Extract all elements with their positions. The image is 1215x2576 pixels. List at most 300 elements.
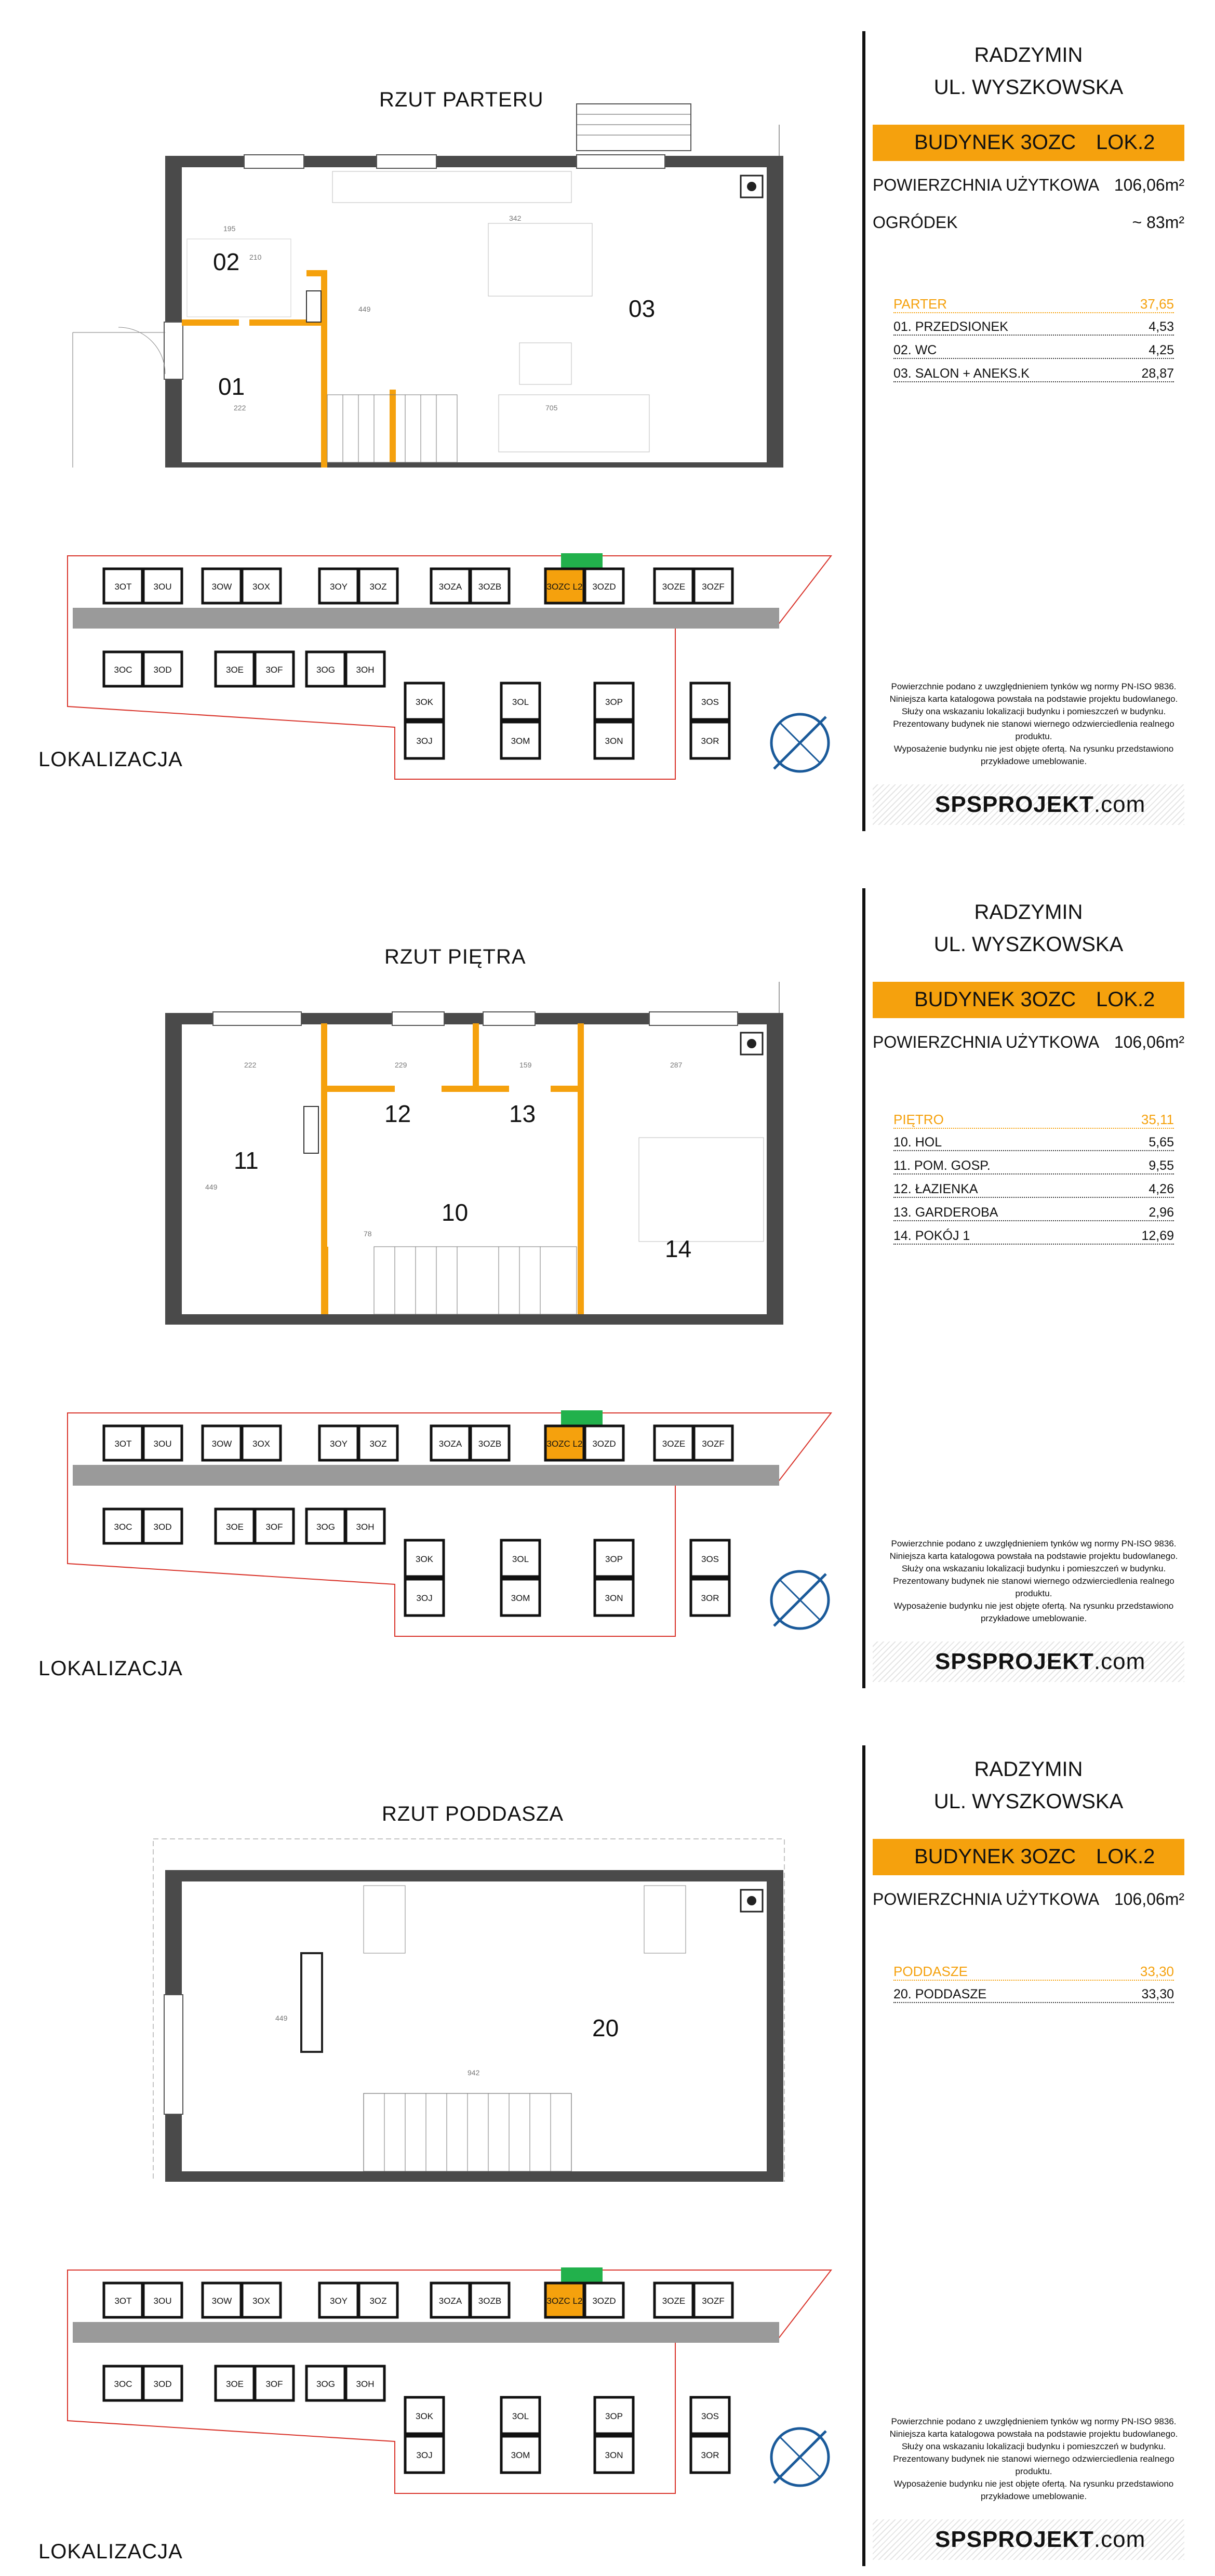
room-label: 10 [442, 1199, 469, 1226]
svg-text:449: 449 [205, 1183, 218, 1191]
unit-label: 3OP [605, 1554, 623, 1564]
unit-label: 3OF [265, 1522, 283, 1532]
unit-3os [691, 1540, 729, 1577]
unit-label: 3OZD [592, 1439, 616, 1449]
room-name: 13. GARDEROBA [893, 1205, 998, 1220]
unit-label: 3OY [329, 582, 348, 592]
floor-value: 35,11 [1141, 1112, 1174, 1127]
unit-label: 3OY [329, 2296, 348, 2306]
unit-label: 3OC [114, 2379, 132, 2389]
disclaimer-line: Służy ona wskazaniu lokalizacji budynku i pomieszczeń w budynku. [901, 2441, 1166, 2451]
garden-label: OGRÓDEK [873, 213, 958, 232]
unit-3or [691, 722, 729, 758]
unit-label: 3OF [265, 665, 283, 675]
road [73, 1465, 779, 1486]
unit-label: 3OE [225, 2379, 244, 2389]
svg-text:195: 195 [223, 224, 236, 233]
unit-label: 3OX [252, 2296, 271, 2306]
svg-text:449: 449 [358, 305, 371, 313]
svg-text:342: 342 [509, 214, 522, 222]
unit-label: 3OL [512, 2411, 529, 2421]
disclaimer-line: Wyposażenie budynku nie jest objęte ofertą. Na rysunku przedstawiono [893, 1601, 1174, 1611]
room-row [893, 1205, 1174, 1221]
logo-domain: .com [1093, 1649, 1146, 1674]
unit-label: 3OJ [416, 1593, 433, 1603]
unit-label: 3OZA [438, 2296, 462, 2306]
building-name: BUDYNEK 3OZC [914, 1845, 1076, 1868]
unit-label: 3ON [605, 1593, 623, 1603]
unit-label: 3OW [211, 2296, 232, 2306]
unit-label: 3OL [512, 1554, 529, 1564]
usable-area-label: POWIERZCHNIA UŻYTKOWA [873, 1033, 1100, 1051]
unit-3ok [405, 2397, 444, 2434]
unit-label: 3OC [114, 1522, 132, 1532]
unit-3od [143, 1509, 182, 1543]
disclaimer-line: Powierzchnie podano z uwzględnieniem tynków wg normy PN-ISO 9836. [891, 1539, 1177, 1549]
unit-label: 3OU [153, 2296, 172, 2306]
unit-label: 3OZF [702, 2296, 725, 2306]
city: RADZYMIN [974, 1758, 1083, 1781]
logo-domain: .com [1093, 792, 1146, 817]
compass-icon [771, 1571, 829, 1629]
floor-total-row [893, 1964, 1174, 1981]
unit-3oza [431, 1426, 470, 1460]
svg-text:942: 942 [468, 2068, 480, 2077]
unit-label: 3OZF [702, 1439, 725, 1449]
usable-area-value: 106,06m² [1114, 1033, 1184, 1051]
unit-3oe [216, 1509, 254, 1543]
room-label: 02 [213, 248, 240, 275]
room-area: 4,25 [1149, 343, 1174, 357]
unit-3od [143, 652, 182, 686]
unit-3ol [501, 683, 540, 719]
unit-3om [501, 2436, 540, 2473]
unit-label: 3OR [701, 736, 719, 746]
room-row [893, 1229, 1174, 1245]
room-label: 14 [665, 1235, 692, 1262]
unit-3or [691, 1579, 729, 1616]
plan-title: RZUT PARTERU [379, 88, 544, 111]
unit-label: 3OH [356, 665, 375, 675]
unit-label: 3OR [701, 1593, 719, 1603]
unit-3ozf [694, 1426, 732, 1460]
site-map [62, 1408, 852, 1647]
unit-3ox [242, 2283, 281, 2317]
disclaimer-line: Służy ona wskazaniu lokalizacji budynku i pomieszczeń w budynku. [901, 706, 1166, 716]
unit-3oe [216, 652, 254, 686]
svg-text:210: 210 [249, 253, 262, 261]
room-area: 28,87 [1141, 366, 1174, 381]
unit-3oz [359, 569, 397, 603]
unit-label: 3OD [153, 1522, 172, 1532]
unit-label: 3OH [356, 1522, 375, 1532]
unit-label: 3OF [265, 2379, 283, 2389]
unit-label: 3OT [114, 582, 132, 592]
room-row [893, 343, 1174, 359]
unit-label: 3ON [605, 736, 623, 746]
unit-3oc [104, 2366, 142, 2400]
unit-label: 3OM [511, 736, 530, 746]
room-row [893, 1182, 1174, 1198]
svg-text:222: 222 [234, 404, 246, 412]
unit-3oj [405, 722, 444, 758]
room-name: 11. POM. GOSP. [893, 1158, 991, 1173]
disclaimer-line: Niniejsza karta katalogowa powstała na podstawie projektu budowlanego. [889, 1551, 1178, 1561]
sheet-attic [0, 1714, 1215, 2571]
room-area: 9,55 [1149, 1158, 1174, 1173]
logo-box [873, 784, 1184, 825]
unit-3op [595, 2397, 633, 2434]
unit-label: 3OJ [416, 2450, 433, 2460]
unit-3of [255, 652, 293, 686]
unit-3or [691, 2436, 729, 2473]
unit-3oza [431, 2283, 470, 2317]
unit-3op [595, 1540, 633, 1577]
divider [862, 31, 865, 831]
building-bar [873, 1839, 1184, 1875]
company-logo [935, 1649, 1145, 1675]
unit-label: 3OZF [702, 582, 725, 592]
disclaimer-line: Wyposażenie budynku nie jest objęte ofertą. Na rysunku przedstawiono [893, 744, 1174, 754]
unit-label: 3OU [153, 582, 172, 592]
room-label: 20 [592, 2014, 619, 2041]
unit-3ot [104, 1426, 142, 1460]
unit-3ozb [471, 2283, 509, 2317]
unit-label: 3OZA [438, 582, 462, 592]
room-label: 03 [629, 295, 656, 322]
usable-area-label: POWIERZCHNIA UŻYTKOWA [873, 176, 1100, 194]
divider [862, 888, 865, 1688]
disclaimer-line: Niniejsza karta katalogowa powstała na podstawie projektu budowlanego. [889, 2429, 1178, 2439]
room-name: 20. PODDASZE [893, 1987, 987, 2001]
unit-label: 3OZ [369, 582, 387, 592]
unit-label: 3OM [511, 1593, 530, 1603]
unit-3oj [405, 2436, 444, 2473]
unit-3om [501, 722, 540, 758]
unit-3ot [104, 569, 142, 603]
unit-label: 3OJ [416, 736, 433, 746]
unit-label: 3OS [701, 697, 719, 707]
unit-3oz [359, 2283, 397, 2317]
unit-3ozd [585, 1426, 623, 1460]
room-name: 03. SALON + ANEKS.K [893, 366, 1030, 381]
garden-row [873, 213, 1184, 232]
unit-3op [595, 683, 633, 719]
unit-label: 3OD [153, 2379, 172, 2389]
usable-area-value: 106,06m² [1114, 1890, 1184, 1908]
usable-area-label: POWIERZCHNIA UŻYTKOWA [873, 1890, 1100, 1908]
unit-3on [595, 722, 633, 758]
disclaimer-line: Służy ona wskazaniu lokalizacji budynku i pomieszczeń w budynku. [901, 1564, 1166, 1573]
unit-3ol [501, 1540, 540, 1577]
logo-main: SPSPROJEKT [935, 792, 1094, 817]
unit-3of [255, 2366, 293, 2400]
street: UL. WYSZKOWSKA [933, 76, 1124, 99]
unit-label: 3OE [225, 1522, 244, 1532]
street: UL. WYSZKOWSKA [933, 933, 1124, 956]
compass-icon [771, 714, 829, 771]
highlight-green [561, 1410, 603, 1426]
unit-label: 3OZA [438, 1439, 462, 1449]
floor-label: PIĘTRO [893, 1112, 944, 1127]
unit-3oza [431, 569, 470, 603]
unit-label: 3OG [316, 1522, 335, 1532]
room-row [893, 1987, 1174, 2003]
floor-total-row [893, 296, 1174, 313]
unit-label: 3OT [114, 2296, 132, 2306]
unit-3og [306, 652, 345, 686]
road [73, 608, 779, 629]
unit-3ozd [585, 569, 623, 603]
room-area: 2,96 [1149, 1205, 1174, 1220]
unit-label: 3OR [701, 2450, 719, 2460]
unit-3ox [242, 569, 281, 603]
unit-label: 3OZE [662, 1439, 686, 1449]
unit-3oze [655, 2283, 693, 2317]
city: RADZYMIN [974, 44, 1083, 66]
unit-3ol [501, 2397, 540, 2434]
unit-label: 3OZB [478, 2296, 502, 2306]
unit-label: 3OG [316, 2379, 335, 2389]
unit-label: 3OZD [592, 582, 616, 592]
unit-3oy [319, 1426, 358, 1460]
unit-3ow [203, 1426, 241, 1460]
unit-3ozb [471, 569, 509, 603]
unit-label: 3OM [511, 2450, 530, 2460]
unit-3on [595, 1579, 633, 1616]
highlight-green [561, 553, 603, 569]
disclaimer-line: przykładowe umeblowanie. [980, 2491, 1087, 2501]
unit-3ok [405, 683, 444, 719]
location-label: LOKALIZACJA [38, 2540, 183, 2563]
compass-icon [771, 2428, 829, 2486]
unit-label: 3OY [329, 1439, 348, 1449]
unit-3oc [104, 652, 142, 686]
unit-3ot [104, 2283, 142, 2317]
room-label: 11 [234, 1147, 259, 1174]
usable-area-value: 106,06m² [1114, 176, 1184, 194]
svg-text:287: 287 [670, 1061, 683, 1069]
room-name: 14. POKÓJ 1 [893, 1229, 970, 1243]
disclaimer [883, 1538, 1184, 1625]
unit-3oj [405, 1579, 444, 1616]
divider [862, 1745, 865, 2566]
unit-3od [143, 2366, 182, 2400]
room-area: 4,26 [1149, 1182, 1174, 1196]
logo-main: SPSPROJEKT [935, 1649, 1094, 1674]
svg-text:159: 159 [519, 1061, 532, 1069]
unit-3oh [346, 2366, 384, 2400]
unit-label: 3OK [415, 697, 434, 707]
sheet-ground-floor [0, 0, 1215, 857]
unit-3ozf [694, 2283, 732, 2317]
floor-value: 33,30 [1140, 1964, 1174, 1979]
unit-label: 3OT [114, 1439, 132, 1449]
disclaimer-line: Powierzchnie podano z uwzględnieniem tynków wg normy PN-ISO 9836. [891, 682, 1177, 691]
room-name: 01. PRZEDSIONEK [893, 319, 1008, 334]
building-bar [873, 125, 1184, 161]
room-label: 01 [218, 373, 245, 400]
unit-3og [306, 2366, 345, 2400]
usable-area-row [873, 1033, 1184, 1052]
unit-label: 3OU [153, 1439, 172, 1449]
unit-label: 3OG [316, 665, 335, 675]
floor-total-row [893, 1112, 1174, 1129]
road [73, 2322, 779, 2343]
unit-label: 3OZB [478, 1439, 502, 1449]
plan-title: RZUT PODDASZA [382, 1803, 564, 1825]
highlight-green [561, 2267, 603, 2283]
unit-3oze [655, 569, 693, 603]
location-label: LOKALIZACJA [38, 748, 183, 771]
room-area: 5,65 [1149, 1135, 1174, 1150]
svg-text:229: 229 [395, 1061, 407, 1069]
usable-area-row [873, 1890, 1184, 1909]
unit-3ozc-l2 [545, 569, 584, 603]
unit-3os [691, 2397, 729, 2434]
unit-label: 3OZC L2 [546, 2296, 583, 2306]
floor-value: 37,65 [1140, 296, 1174, 312]
unit-label: 3OZC L2 [546, 582, 583, 592]
unit-label: 3OZE [662, 2296, 686, 2306]
unit-label: 3OZE [662, 582, 686, 592]
room-area: 4,53 [1149, 319, 1174, 334]
unit-name: LOK.2 [1096, 988, 1155, 1011]
unit-label: 3OD [153, 665, 172, 675]
disclaimer-line: Prezentowany budynek nie stanowi wiernego odzwierciedlenia realnego produktu. [893, 1576, 1174, 1598]
logo-box [873, 2519, 1184, 2560]
room-label: 13 [509, 1100, 536, 1127]
logo-box [873, 1641, 1184, 1682]
unit-label: 3ON [605, 2450, 623, 2460]
unit-label: 3OP [605, 2411, 623, 2421]
floor-label: PODDASZE [893, 1964, 968, 1979]
unit-3ozc-l2 [545, 2283, 584, 2317]
disclaimer-line: przykładowe umeblowanie. [980, 1613, 1087, 1623]
unit-3og [306, 1509, 345, 1543]
sheet-first-floor [0, 857, 1215, 1714]
unit-3oh [346, 652, 384, 686]
room-name: 10. HOL [893, 1135, 942, 1150]
garden-value: ~ 83m² [1132, 213, 1184, 232]
unit-label: 3OS [701, 1554, 719, 1564]
unit-3oy [319, 2283, 358, 2317]
unit-label: 3OS [701, 2411, 719, 2421]
building-bar [873, 982, 1184, 1018]
disclaimer-line: przykładowe umeblowanie. [980, 756, 1087, 766]
unit-3oz [359, 1426, 397, 1460]
building-name: BUDYNEK 3OZC [914, 131, 1076, 154]
unit-3ou [143, 1426, 182, 1460]
unit-3on [595, 2436, 633, 2473]
unit-label: 3OZB [478, 582, 502, 592]
site-map [62, 2265, 852, 2504]
unit-3ox [242, 1426, 281, 1460]
unit-3ow [203, 2283, 241, 2317]
svg-text:705: 705 [545, 404, 558, 412]
usable-area-row [873, 176, 1184, 195]
unit-label: 3OX [252, 1439, 271, 1449]
floor-plan-ground [0, 94, 810, 468]
unit-label: 3OK [415, 1554, 434, 1564]
unit-label: 3OC [114, 665, 132, 675]
unit-3os [691, 683, 729, 719]
unit-3oze [655, 1426, 693, 1460]
city: RADZYMIN [974, 901, 1083, 924]
unit-3ozb [471, 1426, 509, 1460]
unit-3oc [104, 1509, 142, 1543]
unit-name: LOK.2 [1096, 1845, 1155, 1868]
unit-3oe [216, 2366, 254, 2400]
disclaimer-line: Niniejsza karta katalogowa powstała na podstawie projektu budowlanego. [889, 694, 1178, 704]
unit-label: 3OZD [592, 2296, 616, 2306]
room-row [893, 1135, 1174, 1151]
unit-label: 3OL [512, 697, 529, 707]
room-row [893, 319, 1174, 336]
unit-label: 3OW [211, 1439, 232, 1449]
unit-3ok [405, 1540, 444, 1577]
disclaimer [883, 680, 1184, 768]
plan-title: RZUT PIĘTRA [384, 945, 526, 968]
street: UL. WYSZKOWSKA [933, 1790, 1124, 1813]
unit-label: 3OX [252, 582, 271, 592]
unit-label: 3OZ [369, 1439, 387, 1449]
svg-text:449: 449 [275, 2014, 288, 2022]
company-logo [935, 792, 1145, 818]
unit-3oy [319, 569, 358, 603]
room-name: 02. WC [893, 343, 937, 357]
unit-3of [255, 1509, 293, 1543]
unit-name: LOK.2 [1096, 131, 1155, 154]
location-label: LOKALIZACJA [38, 1657, 183, 1680]
floor-plan-first [0, 951, 810, 1325]
unit-label: 3OZ [369, 2296, 387, 2306]
room-area: 12,69 [1141, 1229, 1174, 1243]
unit-3ow [203, 569, 241, 603]
room-label: 12 [384, 1100, 411, 1127]
unit-label: 3OK [415, 2411, 434, 2421]
disclaimer-line: Prezentowany budynek nie stanowi wiernego odzwierciedlenia realnego produktu. [893, 2454, 1174, 2476]
unit-3ozd [585, 2283, 623, 2317]
logo-domain: .com [1093, 2527, 1146, 2552]
disclaimer-line: Prezentowany budynek nie stanowi wiernego odzwierciedlenia realnego produktu. [893, 719, 1174, 741]
disclaimer-line: Powierzchnie podano z uwzględnieniem tynków wg normy PN-ISO 9836. [891, 2417, 1177, 2426]
company-logo [935, 2527, 1145, 2553]
unit-label: 3OZC L2 [546, 1439, 583, 1449]
disclaimer [883, 2415, 1184, 2503]
floor-label: PARTER [893, 296, 947, 312]
unit-label: 3OE [225, 665, 244, 675]
floor-plan-attic [0, 1808, 810, 2182]
unit-3oh [346, 1509, 384, 1543]
unit-label: 3OH [356, 2379, 375, 2389]
disclaimer-line: Wyposażenie budynku nie jest objęte ofertą. Na rysunku przedstawiono [893, 2479, 1174, 2489]
unit-3ozc-l2 [545, 1426, 584, 1460]
unit-3om [501, 1579, 540, 1616]
unit-3ou [143, 2283, 182, 2317]
svg-text:222: 222 [244, 1061, 257, 1069]
unit-3ozf [694, 569, 732, 603]
unit-3ou [143, 569, 182, 603]
svg-text:78: 78 [364, 1230, 372, 1238]
building-name: BUDYNEK 3OZC [914, 988, 1076, 1011]
logo-main: SPSPROJEKT [935, 2527, 1094, 2552]
room-area: 33,30 [1141, 1987, 1174, 2001]
unit-label: 3OW [211, 582, 232, 592]
room-row [893, 366, 1174, 382]
room-name: 12. ŁAZIENKA [893, 1182, 978, 1196]
room-row [893, 1158, 1174, 1174]
